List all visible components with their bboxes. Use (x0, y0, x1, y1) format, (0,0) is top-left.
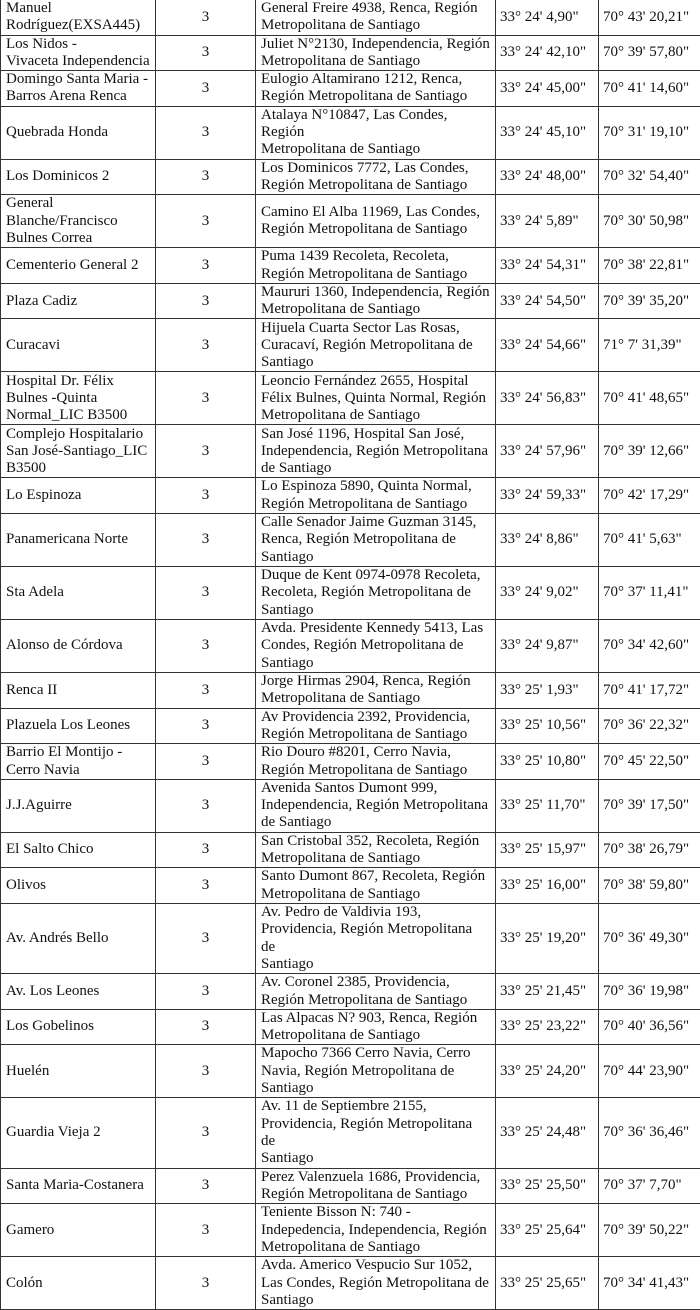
site-name-cell: Lo Espinoza (1, 478, 156, 514)
zone-number-cell: 3 (156, 1257, 256, 1310)
zone-number-cell: 3 (156, 372, 256, 425)
table-row (1, 832, 700, 868)
address-cell: Calle Senador Jaime Guzman 3145, Renca, Región Metropolitana de Santiago (256, 514, 496, 567)
longitude-cell: 70° 45' 22,50" (599, 744, 700, 780)
site-name-cell: Plaza Cadiz (1, 283, 156, 319)
zone-number-cell: 3 (156, 35, 256, 71)
longitude-cell: 70° 37' 11,41" (599, 567, 700, 620)
table-row (1, 283, 700, 319)
address-cell: Av. Coronel 2385, Providencia, Región Metropolitana de Santiago (256, 974, 496, 1010)
latitude-cell: 33° 25' 23,22" (496, 1009, 599, 1045)
zone-number-cell: 3 (156, 1204, 256, 1257)
site-name-cell: Los Nidos - Vivaceta Independencia (1, 35, 156, 71)
address-cell: Camino El Alba 11969, Las Condes, Región Metropolitana de Santiago (256, 195, 496, 248)
address-cell: Av. Pedro de Valdivia 193, Providencia, Región Metropolitana de Santiago (256, 904, 496, 974)
zone-number-cell: 3 (156, 283, 256, 319)
address-cell: Juliet N°2130, Independencia, Región Metropolitana de Santiago (256, 35, 496, 71)
zone-number-cell: 3 (156, 567, 256, 620)
site-name-cell: Renca II (1, 673, 156, 709)
longitude-cell: 70° 44' 23,90" (599, 1045, 700, 1098)
longitude-cell: 70° 38' 26,79" (599, 832, 700, 868)
table-row (1, 779, 700, 832)
address-cell: Jorge Hirmas 2904, Renca, Región Metropolitana de Santiago (256, 673, 496, 709)
site-name-cell: Quebrada Honda (1, 106, 156, 159)
longitude-cell: 70° 36' 22,32" (599, 708, 700, 744)
zone-number-cell: 3 (156, 0, 256, 35)
longitude-cell: 70° 36' 36,46" (599, 1098, 700, 1168)
address-cell: San José 1196, Hospital San José, Independencia, Región Metropolitana de Santiago (256, 425, 496, 478)
site-name-cell: General Blanche/Francisco Bulnes Correa (1, 195, 156, 248)
zone-number-cell: 3 (156, 1045, 256, 1098)
address-cell: Duque de Kent 0974-0978 Recoleta, Recoleta, Región Metropolitana de Santiago (256, 567, 496, 620)
zone-number-cell: 3 (156, 708, 256, 744)
longitude-cell: 70° 36' 49,30" (599, 904, 700, 974)
site-name-cell: Colón (1, 1257, 156, 1310)
address-cell: Avenida Santos Dumont 999, Independencia, Región Metropolitana de Santiago (256, 779, 496, 832)
table-row (1, 514, 700, 567)
zone-number-cell: 3 (156, 478, 256, 514)
latitude-cell: 33° 25' 19,20" (496, 904, 599, 974)
latitude-cell: 33° 24' 54,66" (496, 319, 599, 372)
site-name-cell: Cementerio General 2 (1, 248, 156, 284)
longitude-cell: 70° 39' 50,22" (599, 1204, 700, 1257)
longitude-cell: 70° 38' 59,80" (599, 868, 700, 904)
zone-number-cell: 3 (156, 744, 256, 780)
zone-number-cell: 3 (156, 248, 256, 284)
latitude-cell: 33° 24' 5,89" (496, 195, 599, 248)
zone-number-cell: 3 (156, 1168, 256, 1204)
longitude-cell: 70° 41' 14,60" (599, 71, 700, 107)
latitude-cell: 33° 24' 54,31" (496, 248, 599, 284)
site-name-cell: Domingo Santa Maria - Barros Arena Renca (1, 71, 156, 107)
table-row (1, 71, 700, 107)
latitude-cell: 33° 24' 54,50" (496, 283, 599, 319)
longitude-cell: 70° 39' 57,80" (599, 35, 700, 71)
zone-number-cell: 3 (156, 425, 256, 478)
longitude-cell: 70° 42' 17,29" (599, 478, 700, 514)
zone-number-cell: 3 (156, 868, 256, 904)
latitude-cell: 33° 25' 25,50" (496, 1168, 599, 1204)
zone-number-cell: 3 (156, 620, 256, 673)
latitude-cell: 33° 24' 57,96" (496, 425, 599, 478)
zone-number-cell: 3 (156, 159, 256, 195)
address-cell: Atalaya N°10847, Las Condes, Región Metropolitana de Santiago (256, 106, 496, 159)
latitude-cell: 33° 25' 24,20" (496, 1045, 599, 1098)
zone-number-cell: 3 (156, 71, 256, 107)
site-name-cell: Sta Adela (1, 567, 156, 620)
table-row (1, 1257, 700, 1310)
table-row (1, 868, 700, 904)
address-cell: Leoncio Fernández 2655, Hospital Félix Bulnes, Quinta Normal, Región Metropolitana de Santiago (256, 372, 496, 425)
zone-number-cell: 3 (156, 779, 256, 832)
table-row (1, 708, 700, 744)
table-row (1, 1098, 700, 1168)
site-name-cell: Av. Andrés Bello (1, 904, 156, 974)
table-row (1, 1204, 700, 1257)
table-row (1, 195, 700, 248)
site-name-cell: Gamero (1, 1204, 156, 1257)
table-row (1, 372, 700, 425)
longitude-cell: 70° 38' 22,81" (599, 248, 700, 284)
latitude-cell: 33° 25' 10,80" (496, 744, 599, 780)
address-cell: Las Alpacas N? 903, Renca, Región Metropolitana de Santiago (256, 1009, 496, 1045)
site-name-cell: Av. Los Leones (1, 974, 156, 1010)
address-cell: Santo Dumont 867, Recoleta, Región Metropolitana de Santiago (256, 868, 496, 904)
latitude-cell: 33° 25' 25,64" (496, 1204, 599, 1257)
latitude-cell: 33° 24' 8,86" (496, 514, 599, 567)
zone-number-cell: 3 (156, 904, 256, 974)
longitude-cell: 70° 41' 48,65" (599, 372, 700, 425)
latitude-cell: 33° 24' 48,00" (496, 159, 599, 195)
latitude-cell: 33° 24' 4,90" (496, 0, 599, 35)
site-name-cell: Complejo Hospitalario San José-Santiago_LIC B3500 (1, 425, 156, 478)
zone-number-cell: 3 (156, 319, 256, 372)
address-cell: Maururi 1360, Independencia, Región Metropolitana de Santiago (256, 283, 496, 319)
zone-number-cell: 3 (156, 514, 256, 567)
address-cell: Av. 11 de Septiembre 2155, Providencia, Región Metropolitana de Santiago (256, 1098, 496, 1168)
latitude-cell: 33° 24' 45,00" (496, 71, 599, 107)
latitude-cell: 33° 24' 59,33" (496, 478, 599, 514)
latitude-cell: 33° 25' 10,56" (496, 708, 599, 744)
longitude-cell: 70° 32' 54,40" (599, 159, 700, 195)
address-cell: San Cristobal 352, Recoleta, Región Metropolitana de Santiago (256, 832, 496, 868)
table-row (1, 106, 700, 159)
longitude-cell: 70° 37' 7,70" (599, 1168, 700, 1204)
table-row (1, 904, 700, 974)
site-name-cell: J.J.Aguirre (1, 779, 156, 832)
site-name-cell: Panamericana Norte (1, 514, 156, 567)
table-row (1, 159, 700, 195)
latitude-cell: 33° 24' 9,02" (496, 567, 599, 620)
longitude-cell: 70° 36' 19,98" (599, 974, 700, 1010)
longitude-cell: 70° 31' 19,10" (599, 106, 700, 159)
site-name-cell: Hospital Dr. Félix Bulnes -Quinta Normal_LIC B3500 (1, 372, 156, 425)
table-row (1, 1009, 700, 1045)
table-row (1, 1045, 700, 1098)
longitude-cell: 71° 7' 31,39" (599, 319, 700, 372)
zone-number-cell: 3 (156, 974, 256, 1010)
table-row (1, 974, 700, 1010)
site-name-cell: Curacavi (1, 319, 156, 372)
address-cell: Puma 1439 Recoleta, Recoleta, Región Metropolitana de Santiago (256, 248, 496, 284)
address-cell: Avda. Americo Vespucio Sur 1052, Las Condes, Región Metropolitana de Santiago (256, 1257, 496, 1310)
longitude-cell: 70° 41' 17,72" (599, 673, 700, 709)
zone-number-cell: 3 (156, 106, 256, 159)
latitude-cell: 33° 24' 9,87" (496, 620, 599, 673)
table-row (1, 744, 700, 780)
address-cell: Avda. Presidente Kennedy 5413, Las Condes, Región Metropolitana de Santiago (256, 620, 496, 673)
site-name-cell: Santa Maria-Costanera (1, 1168, 156, 1204)
longitude-cell: 70° 39' 35,20" (599, 283, 700, 319)
site-name-cell: Olivos (1, 868, 156, 904)
longitude-cell: 70° 34' 41,43" (599, 1257, 700, 1310)
site-name-cell: Manuel Rodríguez(EXSA445) (1, 0, 156, 35)
table-row (1, 620, 700, 673)
table-row (1, 248, 700, 284)
site-name-cell: Guardia Vieja 2 (1, 1098, 156, 1168)
site-name-cell: Los Dominicos 2 (1, 159, 156, 195)
site-name-cell: Alonso de Córdova (1, 620, 156, 673)
longitude-cell: 70° 43' 20,21" (599, 0, 700, 35)
latitude-cell: 33° 25' 1,93" (496, 673, 599, 709)
address-cell: Perez Valenzuela 1686, Providencia, Región Metropolitana de Santiago (256, 1168, 496, 1204)
address-cell: Teniente Bisson N: 740 - Indepedencia, Independencia, Región Metropolitana de Santiago (256, 1204, 496, 1257)
address-cell: Eulogio Altamirano 1212, Renca, Región Metropolitana de Santiago (256, 71, 496, 107)
table-row (1, 319, 700, 372)
latitude-cell: 33° 24' 45,10" (496, 106, 599, 159)
latitude-cell: 33° 25' 24,48" (496, 1098, 599, 1168)
address-cell: Los Dominicos 7772, Las Condes, Región Metropolitana de Santiago (256, 159, 496, 195)
longitude-cell: 70° 39' 17,50" (599, 779, 700, 832)
address-cell: Rio Douro #8201, Cerro Navia, Región Metropolitana de Santiago (256, 744, 496, 780)
latitude-cell: 33° 24' 56,83" (496, 372, 599, 425)
address-cell: Lo Espinoza 5890, Quinta Normal, Región Metropolitana de Santiago (256, 478, 496, 514)
longitude-cell: 70° 30' 50,98" (599, 195, 700, 248)
site-name-cell: Los Gobelinos (1, 1009, 156, 1045)
table-row (1, 673, 700, 709)
site-name-cell: Huelén (1, 1045, 156, 1098)
zone-number-cell: 3 (156, 673, 256, 709)
zone-number-cell: 3 (156, 195, 256, 248)
latitude-cell: 33° 25' 21,45" (496, 974, 599, 1010)
table-row (1, 425, 700, 478)
table-row (1, 567, 700, 620)
address-cell: Mapocho 7366 Cerro Navia, Cerro Navia, Región Metropolitana de Santiago (256, 1045, 496, 1098)
table-row (1, 478, 700, 514)
zone-number-cell: 3 (156, 832, 256, 868)
sites-table-body (1, 0, 700, 1310)
zone-number-cell: 3 (156, 1009, 256, 1045)
address-cell: General Freire 4938, Renca, Región Metropolitana de Santiago (256, 0, 496, 35)
longitude-cell: 70° 40' 36,56" (599, 1009, 700, 1045)
site-name-cell: Plazuela Los Leones (1, 708, 156, 744)
address-cell: Av Providencia 2392, Providencia, Región Metropolitana de Santiago (256, 708, 496, 744)
table-row (1, 1168, 700, 1204)
address-cell: Hijuela Cuarta Sector Las Rosas, Curacaví, Región Metropolitana de Santiago (256, 319, 496, 372)
table-row (1, 35, 700, 71)
longitude-cell: 70° 34' 42,60" (599, 620, 700, 673)
zone-number-cell: 3 (156, 1098, 256, 1168)
latitude-cell: 33° 25' 15,97" (496, 832, 599, 868)
longitude-cell: 70° 41' 5,63" (599, 514, 700, 567)
table-row (1, 0, 700, 35)
latitude-cell: 33° 25' 11,70" (496, 779, 599, 832)
latitude-cell: 33° 25' 16,00" (496, 868, 599, 904)
latitude-cell: 33° 24' 42,10" (496, 35, 599, 71)
site-name-cell: El Salto Chico (1, 832, 156, 868)
longitude-cell: 70° 39' 12,66" (599, 425, 700, 478)
site-name-cell: Barrio El Montijo - Cerro Navia (1, 744, 156, 780)
latitude-cell: 33° 25' 25,65" (496, 1257, 599, 1310)
